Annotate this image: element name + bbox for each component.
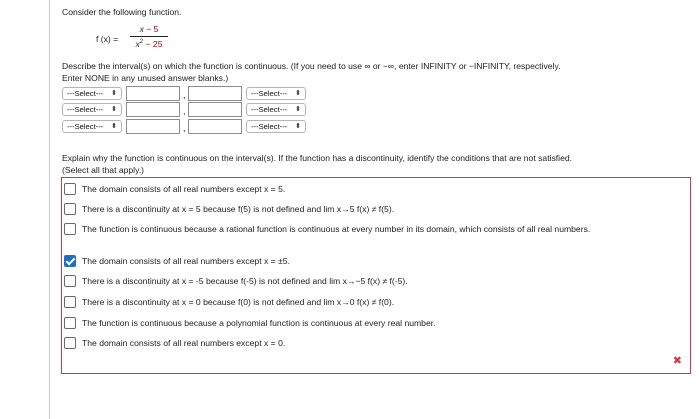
checkbox[interactable]	[64, 296, 76, 308]
chevron-updown-icon: ⬍	[111, 106, 117, 113]
fraction-bar	[130, 36, 168, 37]
chevron-updown-icon: ⬍	[111, 123, 117, 130]
interval-comma: ,	[183, 123, 186, 133]
interval-1-right-select[interactable]: ---Select--- ⬍	[246, 87, 306, 100]
interval-1-end-input[interactable]	[188, 86, 242, 101]
function-lhs: f (x) =	[96, 34, 119, 44]
checkbox[interactable]	[64, 223, 76, 235]
formula-denominator: $x^2 - 25$	[135, 39, 163, 49]
checkbox[interactable]	[64, 183, 76, 195]
interval-3-left-select[interactable]: ---Select--- ⬍	[62, 120, 122, 133]
interval-comma: ,	[183, 106, 186, 116]
checkbox[interactable]	[64, 203, 76, 215]
interval-2-end-input[interactable]	[188, 102, 242, 117]
explain-instructions: Explain why the function is continuous on the interval(s). If the function has a discontinuity, identify the conditions that are not satisfied. (Select all that apply.)	[62, 153, 573, 175]
interval-comma: ,	[183, 90, 186, 100]
interval-2-start-input[interactable]	[126, 102, 180, 117]
describe-instructions: Describe the interval(s) on which the function is continuous. (If you need to use ∞ or −∞, enter INFINITY or −INFINITY, respectively. Enter NONE in any unused answer blanks.)	[62, 61, 561, 83]
formula-numerator: x − 5	[139, 24, 159, 34]
option-label: There is a discontinuity at x = 5 because f(5) is not defined and lim x→5 f(x) ≠ f(5).	[82, 204, 395, 214]
checkbox[interactable]	[64, 275, 76, 287]
interval-1-start-input[interactable]	[126, 86, 180, 101]
checkbox[interactable]	[64, 337, 76, 349]
option-label: The domain consists of all real numbers except x = 5.	[82, 184, 286, 194]
option-label: The domain consists of all real numbers except x = 0.	[82, 338, 286, 348]
interval-1-left-select[interactable]: ---Select--- ⬍	[62, 87, 122, 100]
option-label: The domain consists of all real numbers except x = ±5.	[82, 256, 290, 266]
question-intro: Consider the following function.	[62, 7, 182, 17]
answer-options	[61, 177, 691, 374]
option-label: The function is continuous because a polynomial function is continuous at every real number.	[82, 318, 436, 328]
chevron-updown-icon: ⬍	[295, 90, 301, 97]
option-label: There is a discontinuity at x = 0 because f(0) is not defined and lim x→0 f(x) ≠ f(0).	[82, 297, 395, 307]
interval-3-right-select[interactable]: ---Select--- ⬍	[246, 120, 306, 133]
option-label: The function is continuous because a rational function is continuous at every number in its domain, which consists of all real numbers.	[82, 224, 591, 234]
chevron-updown-icon: ⬍	[111, 90, 117, 97]
interval-2-left-select[interactable]: ---Select--- ⬍	[62, 103, 122, 116]
interval-2-right-select[interactable]: ---Select--- ⬍	[246, 103, 306, 116]
chevron-updown-icon: ⬍	[295, 123, 301, 130]
option-label: There is a discontinuity at x = -5 because f(-5) is not defined and lim x→−5 f(x) ≠ f(-5).	[82, 276, 408, 286]
interval-3-start-input[interactable]	[126, 119, 180, 134]
interval-3-end-input[interactable]	[188, 119, 242, 134]
checkbox[interactable]	[64, 317, 76, 329]
chevron-updown-icon: ⬍	[295, 106, 301, 113]
incorrect-icon: ✖	[672, 355, 682, 367]
checkbox-checked[interactable]	[64, 255, 76, 267]
